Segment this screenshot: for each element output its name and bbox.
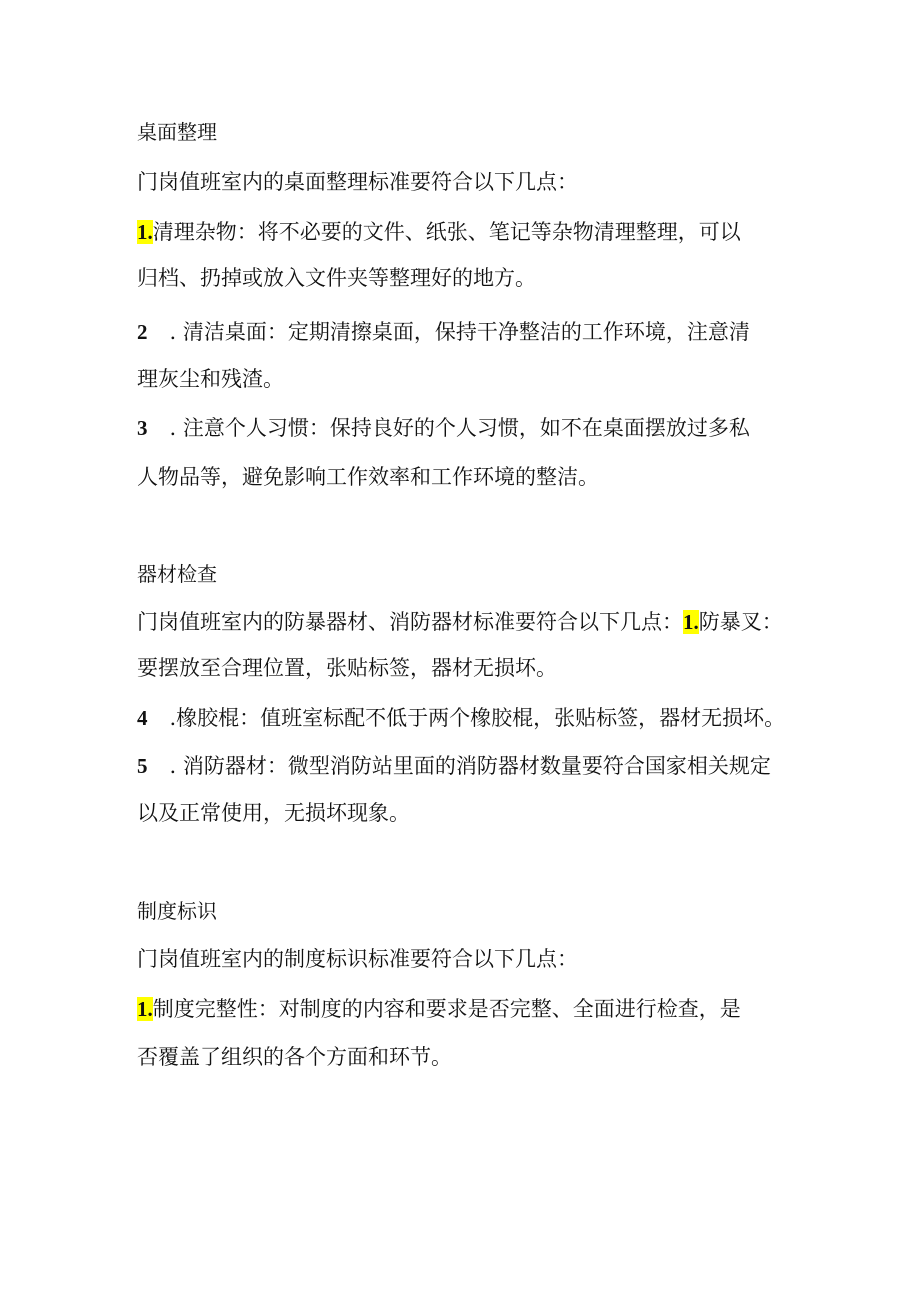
item-text: 制度完整性：对制度的内容和要求是否完整、全面进行检查，是 <box>152 997 741 1021</box>
item-number: 3 <box>137 416 148 440</box>
item-number: 2 <box>137 320 148 344</box>
section-intro <box>137 607 783 637</box>
item-text: . 注意个人习惯：保持良好的个人习惯，如不在桌面摆放过多私 <box>169 416 750 440</box>
item-number: 4 <box>137 706 148 730</box>
item-text: .橡胶棍：值班室标配不低于两个橡胶棍，张贴标签，器材无损坏。 <box>169 706 786 730</box>
list-item <box>137 413 750 443</box>
item-text-continued: 否覆盖了组织的各个方面和环节。 <box>137 1045 452 1069</box>
item-text-continued: 理灰尘和残渣。 <box>137 367 284 391</box>
item-text: . 清洁桌面：定期清擦桌面，保持干净整洁的工作环境，注意清 <box>169 320 750 344</box>
item-text-continued: 人物品等，避免影响工作效率和工作环境的整洁。 <box>137 465 599 489</box>
section-intro: 门岗值班室内的制度标识标准要符合以下几点： <box>137 947 578 971</box>
section-heading: 桌面整理 <box>137 120 217 144</box>
item-text: 防暴叉： <box>698 610 783 634</box>
item-number: 1. <box>137 220 153 244</box>
item-text: . 消防器材：微型消防站里面的消防器材数量要符合国家相关规定 <box>169 754 771 778</box>
item-text-continued: 归档、扔掉或放入文件夹等整理好的地方。 <box>137 266 536 290</box>
item-text-continued: 要摆放至合理位置，张贴标签，器材无损坏。 <box>137 656 557 680</box>
item-text: 清理杂物：将不必要的文件、纸张、笔记等杂物清理整理，可以 <box>152 220 741 244</box>
section-heading: 制度标识 <box>137 899 217 923</box>
item-number: 5 <box>137 754 148 778</box>
list-item <box>137 703 785 733</box>
intro-text: 门岗值班室内的防暴器材、消防器材标准要符合以下几点： <box>137 610 683 634</box>
list-item <box>137 317 750 347</box>
section-intro: 门岗值班室内的桌面整理标准要符合以下几点： <box>137 170 578 194</box>
list-item <box>137 751 771 781</box>
section-heading: 器材检查 <box>137 562 217 586</box>
item-number: 1. <box>683 610 699 634</box>
list-item <box>137 217 741 247</box>
list-item <box>137 994 741 1024</box>
item-text-continued: 以及正常使用，无损坏现象。 <box>137 801 410 825</box>
item-number: 1. <box>137 997 153 1021</box>
